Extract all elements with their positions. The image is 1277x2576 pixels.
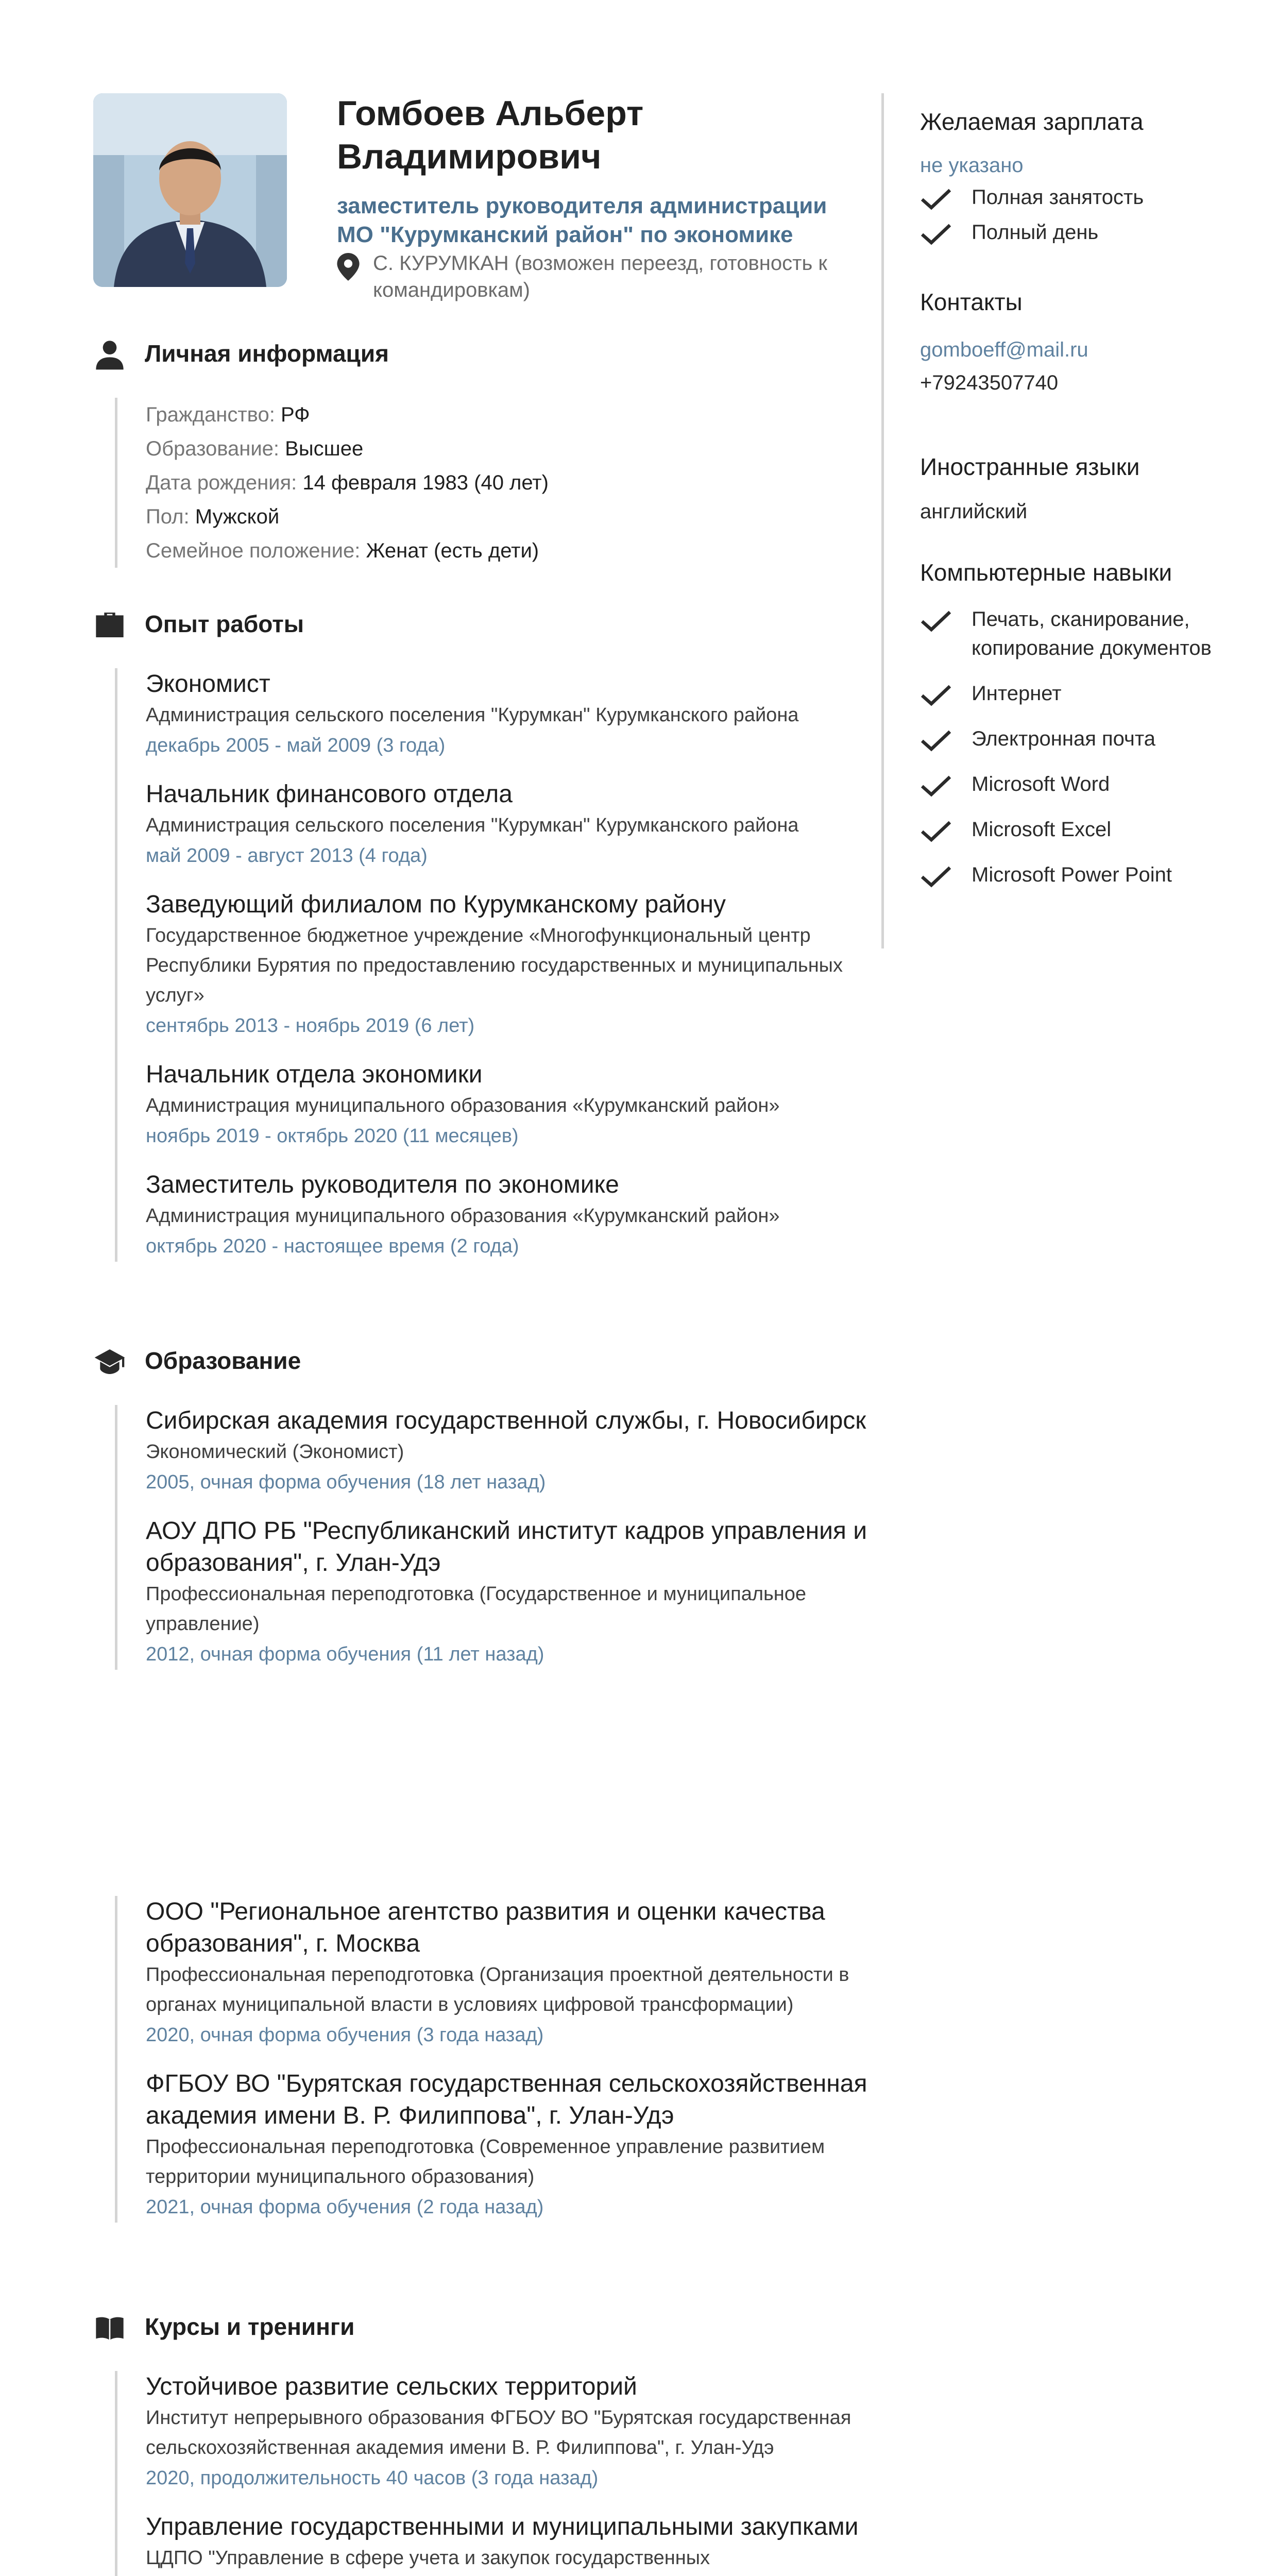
job-title: Начальник финансового отдела (146, 781, 513, 808)
computer-skills-section (920, 554, 1270, 906)
personal-details (115, 398, 871, 568)
birth-date-label: Дата рождения: (146, 471, 297, 494)
skill-item (920, 860, 1270, 889)
job-period: декабрь 2005 - май 2009 (3 года) (146, 735, 446, 756)
profile-photo-image (93, 93, 287, 287)
checkmark-icon (920, 730, 952, 752)
skill-label: Microsoft Word (972, 773, 1110, 795)
desired-position: заместитель руководителя администрации МО "Курумканский район" по экономике (337, 193, 827, 247)
course-item (146, 2371, 871, 2511)
salary-title: Желаемая зарплата (920, 108, 1144, 135)
job-company: Администрация муниципального образования «Курумканский район» (146, 1205, 780, 1227)
institution-name: ООО "Региональное агентство развития и оценки качества образования", г. Москва (146, 1898, 825, 1957)
section-title-experience: Опыт работы (145, 611, 304, 637)
checkmark-icon (920, 684, 952, 707)
checkmark-icon (920, 610, 952, 633)
computer-skills-title: Компьютерные навыки (920, 559, 1172, 586)
section-personal (93, 335, 871, 568)
institution-name: Сибирская академия государственной службы, г. Новосибирск (146, 1407, 866, 1434)
section-education-continued (93, 1896, 871, 2223)
course-provider: Институт непрерывного образования ФГБОУ ВО "Бурятская государственная сельскохозяйственная академия имени В. Р. Филиппова", г. Улан-Удэ (146, 2407, 852, 2459)
institution-name: ФГБОУ ВО "Бурятская государственная сельскохозяйственная академия имени В. Р. Филиппова", г. Улан-Удэ (146, 2070, 867, 2129)
specialty: Профессиональная переподготовка (Современное управление развитием территории муниципального образования) (146, 2136, 825, 2188)
courses-list (115, 2371, 871, 2576)
graduation-cap-icon (93, 1345, 126, 1378)
course-provider: ЦДПО "Управление в сфере учета и закупок государственных (146, 2547, 710, 2569)
languages-title: Иностранные языки (920, 453, 1140, 480)
salary-value: не указано (920, 154, 1024, 177)
course-title: Управление государственными и муниципальными закупками (146, 2513, 859, 2540)
employment-type (920, 183, 1270, 212)
experience-item (146, 778, 871, 889)
job-company: Администрация сельского поселения "Курумкан" Курумканского района (146, 704, 799, 726)
gender-row (146, 500, 871, 534)
experience-item (146, 668, 871, 778)
education-level-label: Образование: (146, 437, 280, 460)
skill-item (920, 605, 1270, 663)
checkmark-icon (920, 188, 952, 211)
course-item (146, 2511, 871, 2576)
citizenship-label: Гражданство: (146, 403, 275, 426)
institution-name: АОУ ДПО РБ "Республиканский институт кадров управления и образования", г. Улан-Удэ (146, 1517, 867, 1577)
specialty: Экономический (Экономист) (146, 1441, 404, 1463)
work-schedule (920, 218, 1270, 247)
education-period: 2012, очная форма обучения (11 лет назад) (146, 1643, 544, 1665)
marital-status-value: Женат (есть дети) (366, 539, 539, 562)
contacts-section (920, 284, 1270, 399)
checkmark-icon (920, 775, 952, 798)
book-icon (93, 2311, 126, 2344)
skill-item (920, 724, 1270, 753)
education-period: 2021, очная форма обучения (2 года назад) (146, 2196, 544, 2218)
job-period: октябрь 2020 - настоящее время (2 года) (146, 1235, 519, 1257)
section-title-personal: Личная информация (145, 340, 389, 367)
person-icon (93, 338, 126, 371)
skill-label: Microsoft Power Point (972, 863, 1172, 886)
profile-photo (93, 93, 287, 287)
job-title: Начальник отдела экономики (146, 1061, 483, 1088)
skill-item (920, 770, 1270, 799)
education-item (146, 2068, 871, 2223)
skill-label: Microsoft Excel (972, 818, 1112, 841)
job-title: Заведующий филиалом по Курумканскому району (146, 891, 726, 918)
citizenship-value: РФ (280, 403, 310, 426)
education-level-value: Высшее (285, 437, 364, 460)
work-schedule-label: Полный день (972, 221, 1099, 244)
checkmark-icon (920, 223, 952, 246)
email-link[interactable]: gomboeff@mail.ru (920, 338, 1088, 361)
education-list (115, 1405, 871, 1670)
specialty: Профессиональная переподготовка (Государственное и муниципальное управление) (146, 1583, 807, 1635)
education-period: 2005, очная форма обучения (18 лет назад) (146, 1471, 546, 1493)
experience-item (146, 1169, 871, 1262)
education-level-row (146, 432, 871, 466)
experience-item (146, 889, 871, 1059)
education-period: 2020, очная форма обучения (3 года назад) (146, 2024, 544, 2046)
course-title: Устойчивое развитие сельских территорий (146, 2373, 637, 2400)
education-item (146, 1515, 871, 1670)
birth-date-value: 14 февраля 1983 (40 лет) (302, 471, 549, 494)
checkmark-icon (920, 820, 952, 843)
skill-item (920, 815, 1270, 844)
education-item (146, 1896, 871, 2068)
education-list-continued (115, 1896, 871, 2223)
gender-value: Мужской (195, 505, 280, 528)
skills-list (920, 605, 1270, 889)
job-title: Экономист (146, 670, 270, 698)
candidate-name: Гомбоев Альберт Владимирович (337, 94, 644, 176)
job-company: Администрация сельского поселения "Курумкан" Курумканского района (146, 815, 799, 836)
job-company: Государственное бюджетное учреждение «Многофункциональный центр Республики Бурятия по предоставлению государственных и муниципальных услуг» (146, 925, 843, 1006)
gender-label: Пол: (146, 505, 190, 528)
sidebar (881, 93, 1273, 948)
job-title: Заместитель руководителя по экономике (146, 1171, 619, 1198)
experience-list (115, 668, 871, 1262)
section-title-courses: Курсы и тренинги (145, 2313, 355, 2340)
section-education (93, 1342, 871, 1670)
birth-date-row (146, 466, 871, 500)
sidebar-divider (881, 93, 884, 948)
location-line (337, 250, 852, 303)
salary-section (920, 104, 1270, 247)
marital-status-label: Семейное положение: (146, 539, 361, 562)
job-period: сентябрь 2013 - ноябрь 2019 (6 лет) (146, 1015, 475, 1037)
marital-status-row (146, 534, 871, 568)
education-item (146, 1405, 871, 1515)
job-period: май 2009 - август 2013 (4 года) (146, 845, 428, 867)
experience-item (146, 1059, 871, 1169)
skill-label: Электронная почта (972, 727, 1155, 750)
section-courses (93, 2308, 871, 2576)
map-pin-icon (337, 253, 360, 281)
citizenship-row (146, 398, 871, 432)
phone-number[interactable]: +79243507740 (920, 371, 1059, 394)
location-text: С. КУРУМКАН (возможен переезд, готовность к командировкам) (373, 252, 827, 301)
skill-item (920, 679, 1270, 708)
skill-label: Печать, сканирование, копирование документов (972, 608, 1212, 659)
job-period: ноябрь 2019 - октябрь 2020 (11 месяцев) (146, 1125, 519, 1147)
languages-section (920, 449, 1270, 528)
specialty: Профессиональная переподготовка (Организация проектной деятельности в органах муниципальной власти в условиях цифровой трансформации) (146, 1964, 849, 2015)
contacts-title: Контакты (920, 289, 1023, 315)
skill-label: Интернет (972, 682, 1062, 705)
course-period: 2020, продолжительность 40 часов (3 года назад) (146, 2467, 599, 2489)
employment-type-label: Полная занятость (972, 186, 1144, 209)
language-item: английский (920, 500, 1028, 523)
briefcase-icon (93, 608, 126, 641)
job-company: Администрация муниципального образования «Курумканский район» (146, 1095, 780, 1116)
checkmark-icon (920, 866, 952, 888)
section-experience (93, 605, 871, 1262)
section-title-education: Образование (145, 1347, 301, 1374)
